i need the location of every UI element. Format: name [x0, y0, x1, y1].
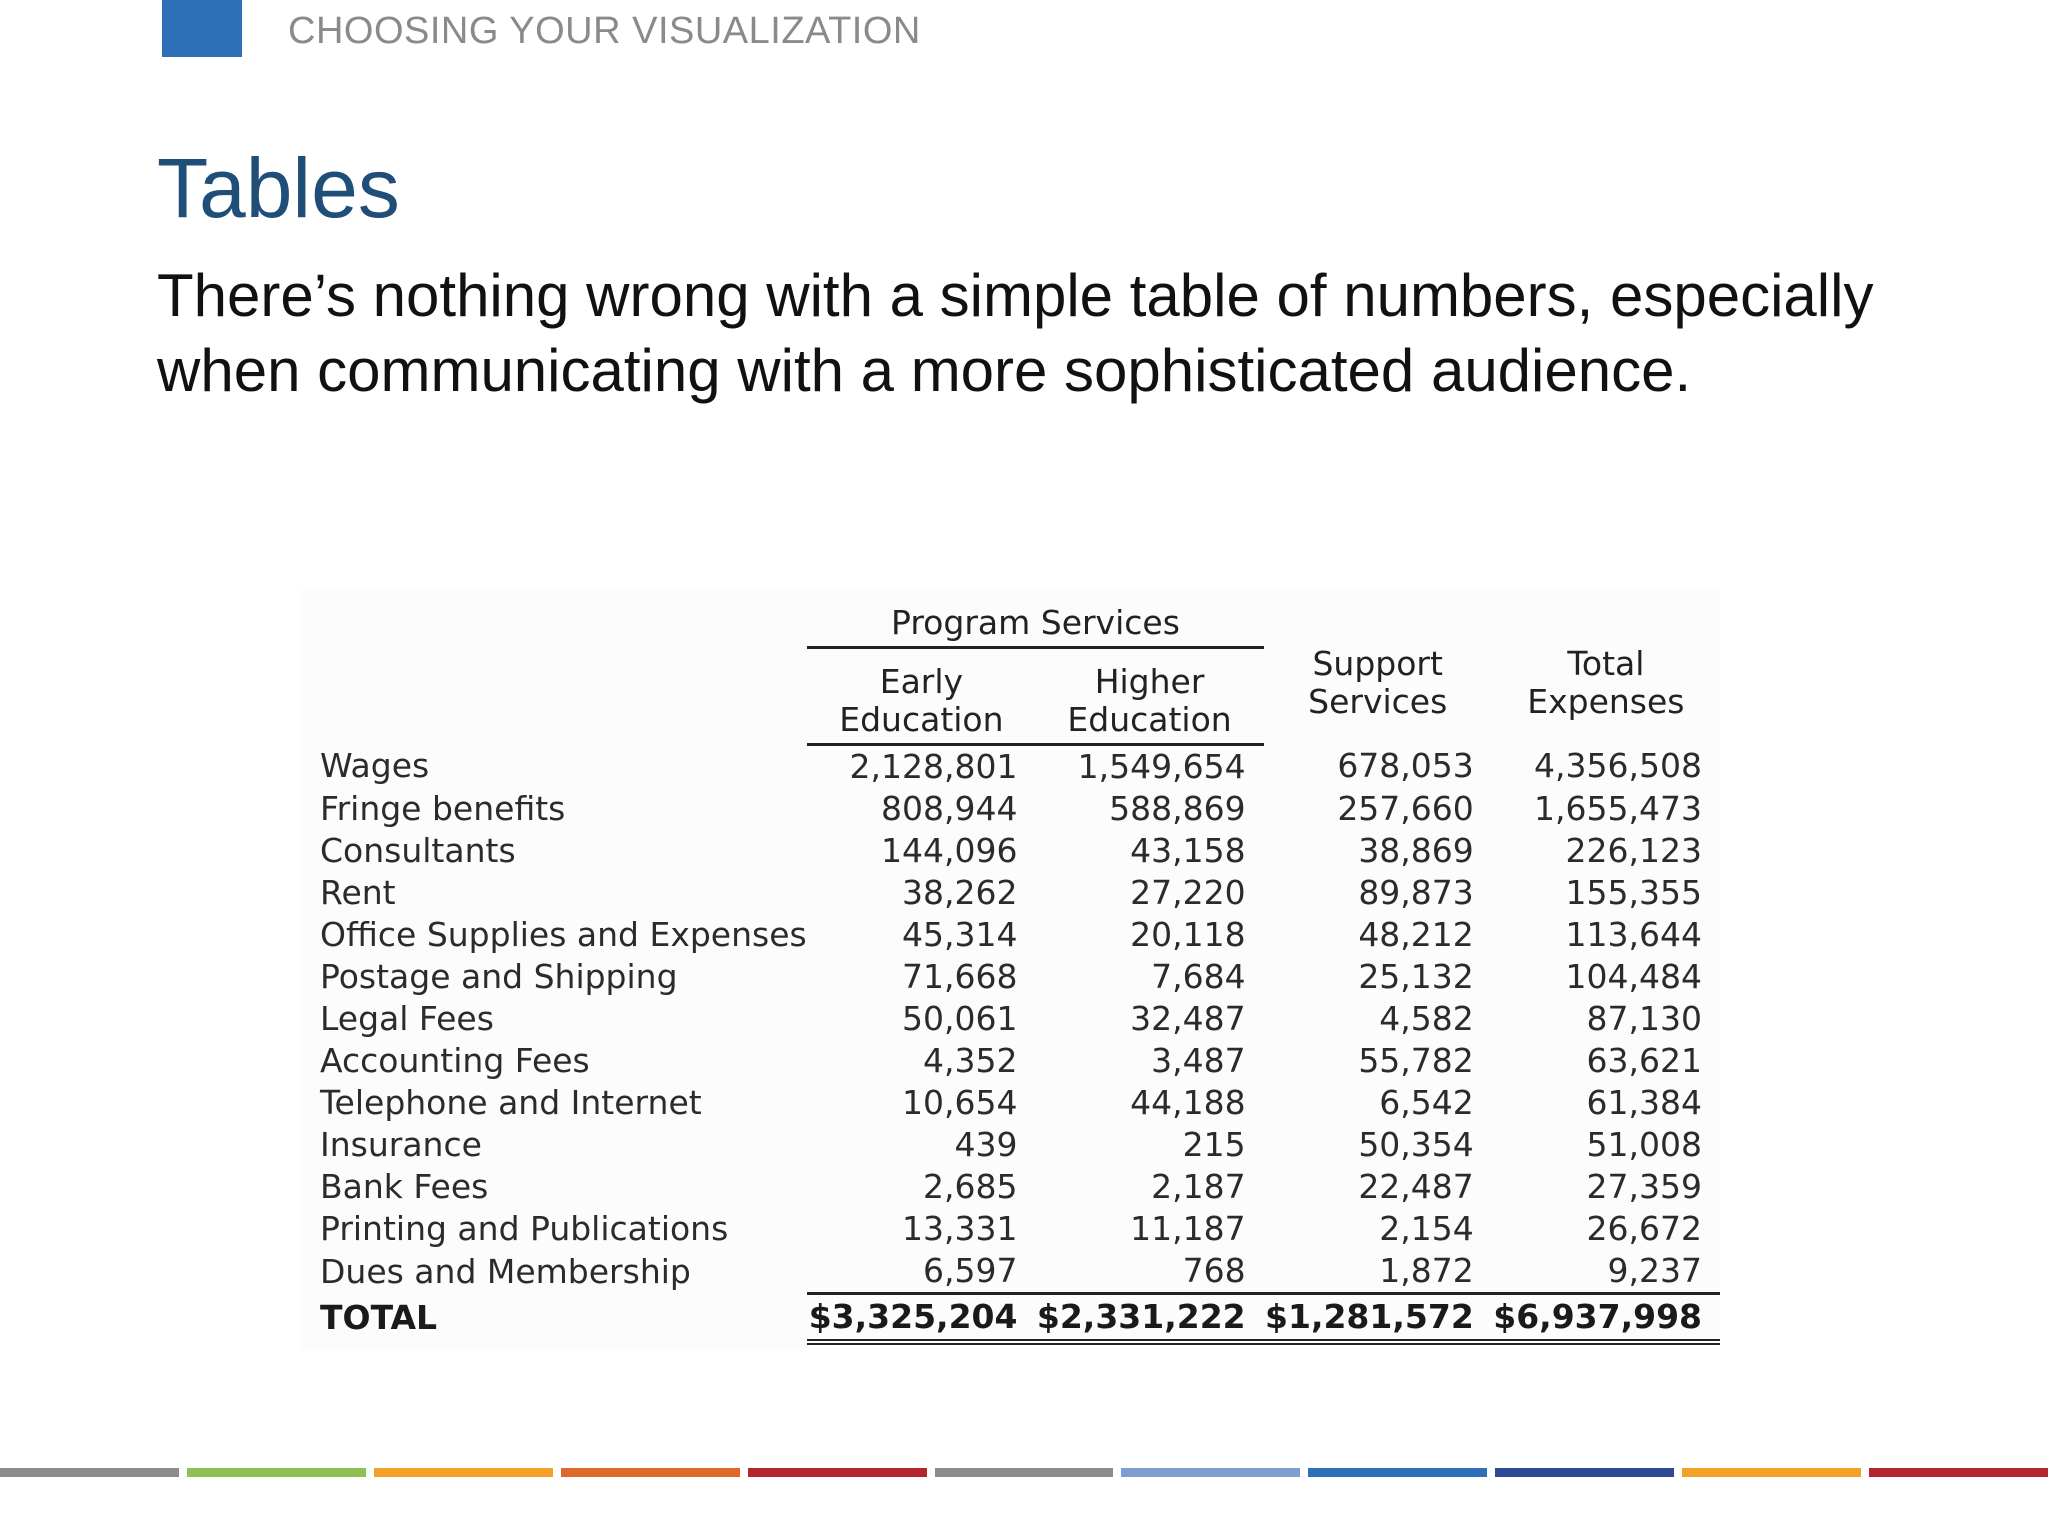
- header-spacer: [318, 590, 807, 648]
- table-cell: 55,782: [1358, 1041, 1474, 1080]
- column-header-line: Total: [1567, 643, 1645, 683]
- row-label: Telephone and Internet: [320, 1083, 702, 1122]
- color-bar-segment: [187, 1468, 366, 1477]
- table-cell: 45,314: [902, 915, 1018, 954]
- table-cell: 20,118: [1130, 915, 1246, 954]
- table-cell: 226,123: [1565, 831, 1702, 870]
- column-header-line: Education: [1067, 700, 1232, 739]
- row-label: Accounting Fees: [320, 1041, 590, 1080]
- table-row: [318, 788, 1720, 830]
- table-row: [318, 1250, 1720, 1294]
- table-cell: 104,484: [1565, 957, 1702, 996]
- row-label: Office Supplies and Expenses: [320, 915, 807, 954]
- table-row: [318, 914, 1720, 956]
- slide-body-text: There’s nothing wrong with a simple table of numbers, especially when communicating with a more sophisticated audience.: [157, 262, 1874, 404]
- row-label: Bank Fees: [320, 1167, 489, 1206]
- table-cell: 38,869: [1358, 831, 1474, 870]
- row-label: Dues and Membership: [320, 1251, 691, 1291]
- table-cell: 51,008: [1586, 1125, 1702, 1164]
- color-bar-segment: [1308, 1468, 1487, 1477]
- color-bar-segment: [1869, 1468, 2048, 1477]
- color-bar-segment: [561, 1468, 740, 1477]
- table-row: [318, 956, 1720, 998]
- section-label: CHOOSING YOUR VISUALIZATION: [288, 10, 921, 52]
- table-cell: 2,187: [1151, 1167, 1246, 1206]
- group-header-program-services: Program Services: [807, 590, 1263, 648]
- table-cell: 25,132: [1358, 957, 1474, 996]
- expenses-table: [318, 590, 1720, 1345]
- table-cell: 155,355: [1565, 873, 1702, 912]
- table-cell: 13,331: [902, 1209, 1018, 1248]
- total-cell: $6,937,998: [1492, 1294, 1720, 1343]
- table-cell: 32,487: [1130, 999, 1246, 1038]
- table-cell: 87,130: [1586, 999, 1702, 1038]
- table-cell: 27,359: [1586, 1167, 1702, 1206]
- column-header-line: Early: [879, 662, 964, 701]
- table-row: [318, 1208, 1720, 1250]
- table-row: [318, 745, 1720, 789]
- column-header-line: Services: [1308, 681, 1448, 721]
- header-spacer: [318, 648, 807, 745]
- table-cell: 808,944: [881, 789, 1018, 828]
- table-cell: 257,660: [1337, 789, 1474, 828]
- section-accent-square: [162, 0, 242, 57]
- color-bar-segment: [1495, 1468, 1674, 1477]
- table-row: [318, 1124, 1720, 1166]
- footer-color-bar: [0, 1468, 2048, 1477]
- table-cell: 10,654: [902, 1083, 1018, 1122]
- table-row: [318, 1166, 1720, 1208]
- table-cell: 588,869: [1109, 789, 1246, 828]
- table-cell: 9,237: [1607, 1251, 1702, 1290]
- table-cell: 7,684: [1151, 957, 1246, 996]
- column-header-total-expenses: [1492, 590, 1720, 745]
- total-cell: $2,331,222: [1035, 1294, 1263, 1343]
- table-cell: 61,384: [1586, 1083, 1702, 1122]
- column-header-higher-education: [1035, 648, 1263, 745]
- table-row: [318, 998, 1720, 1040]
- row-label: Fringe benefits: [320, 789, 566, 828]
- table-cell: 26,672: [1586, 1209, 1702, 1248]
- table-cell: 4,582: [1379, 999, 1474, 1038]
- table-row: [318, 872, 1720, 914]
- row-label: Printing and Publications: [320, 1209, 729, 1248]
- table-cell: 113,644: [1565, 915, 1702, 954]
- table-cell: 43,158: [1130, 831, 1246, 870]
- expenses-table-image: [300, 590, 1720, 1350]
- total-cell: $1,281,572: [1264, 1294, 1492, 1343]
- color-bar-segment: [1682, 1468, 1861, 1477]
- table-cell: 38,262: [902, 873, 1018, 912]
- table-cell: 50,354: [1358, 1125, 1474, 1164]
- table-cell: 439: [954, 1125, 1018, 1164]
- table-cell: 6,597: [922, 1251, 1018, 1290]
- table-cell: 215: [1182, 1125, 1246, 1164]
- table-cell: 89,873: [1358, 873, 1474, 912]
- color-bar-segment: [935, 1468, 1114, 1477]
- column-header-line: Expenses: [1527, 681, 1685, 721]
- color-bar-segment: [374, 1468, 553, 1477]
- color-bar-segment: [0, 1468, 179, 1477]
- table-cell: 3,487: [1151, 1041, 1246, 1080]
- table-cell: 1,549,654: [1077, 747, 1246, 786]
- expense-rows: [318, 745, 1720, 1343]
- column-header-line: Education: [839, 700, 1004, 739]
- table-cell: 44,188: [1130, 1083, 1246, 1122]
- table-cell: 2,128,801: [849, 747, 1018, 786]
- table-row: [318, 830, 1720, 872]
- color-bar-segment: [1121, 1468, 1300, 1477]
- table-cell: 2,685: [922, 1167, 1018, 1206]
- slide-title: Tables: [157, 141, 400, 235]
- row-label: Insurance: [320, 1125, 482, 1164]
- row-label: Rent: [320, 873, 396, 912]
- table-cell: 6,542: [1379, 1083, 1474, 1122]
- table-cell: 27,220: [1130, 873, 1246, 912]
- column-header-early-education: [807, 648, 1035, 745]
- total-cell: $3,325,204: [807, 1294, 1035, 1343]
- table-cell: 63,621: [1586, 1041, 1702, 1080]
- table-cell: 678,053: [1337, 746, 1474, 786]
- table-cell: 1,655,473: [1534, 789, 1702, 828]
- column-header-support-services: [1264, 590, 1492, 745]
- table-cell: 48,212: [1358, 915, 1474, 954]
- column-header-line: Higher: [1094, 662, 1205, 701]
- table-row: [318, 1082, 1720, 1124]
- row-label: Wages: [320, 746, 430, 786]
- table-cell: 50,061: [902, 999, 1018, 1038]
- total-label: TOTAL: [320, 1297, 438, 1337]
- table-cell: 1,872: [1379, 1251, 1474, 1290]
- row-label: Consultants: [320, 831, 516, 870]
- table-cell: 4,356,508: [1534, 746, 1702, 786]
- total-row: [318, 1294, 1720, 1343]
- table-cell: 11,187: [1130, 1209, 1246, 1248]
- row-label: Postage and Shipping: [320, 957, 678, 996]
- row-label: Legal Fees: [320, 999, 494, 1038]
- table-cell: 2,154: [1379, 1209, 1474, 1248]
- table-cell: 22,487: [1358, 1167, 1474, 1206]
- column-header-line: Support: [1312, 643, 1443, 683]
- table-cell: 71,668: [902, 957, 1018, 996]
- table-cell: 768: [1182, 1251, 1246, 1290]
- table-cell: 4,352: [922, 1041, 1018, 1080]
- table-row: [318, 1040, 1720, 1082]
- color-bar-segment: [748, 1468, 927, 1477]
- table-cell: 144,096: [881, 831, 1018, 870]
